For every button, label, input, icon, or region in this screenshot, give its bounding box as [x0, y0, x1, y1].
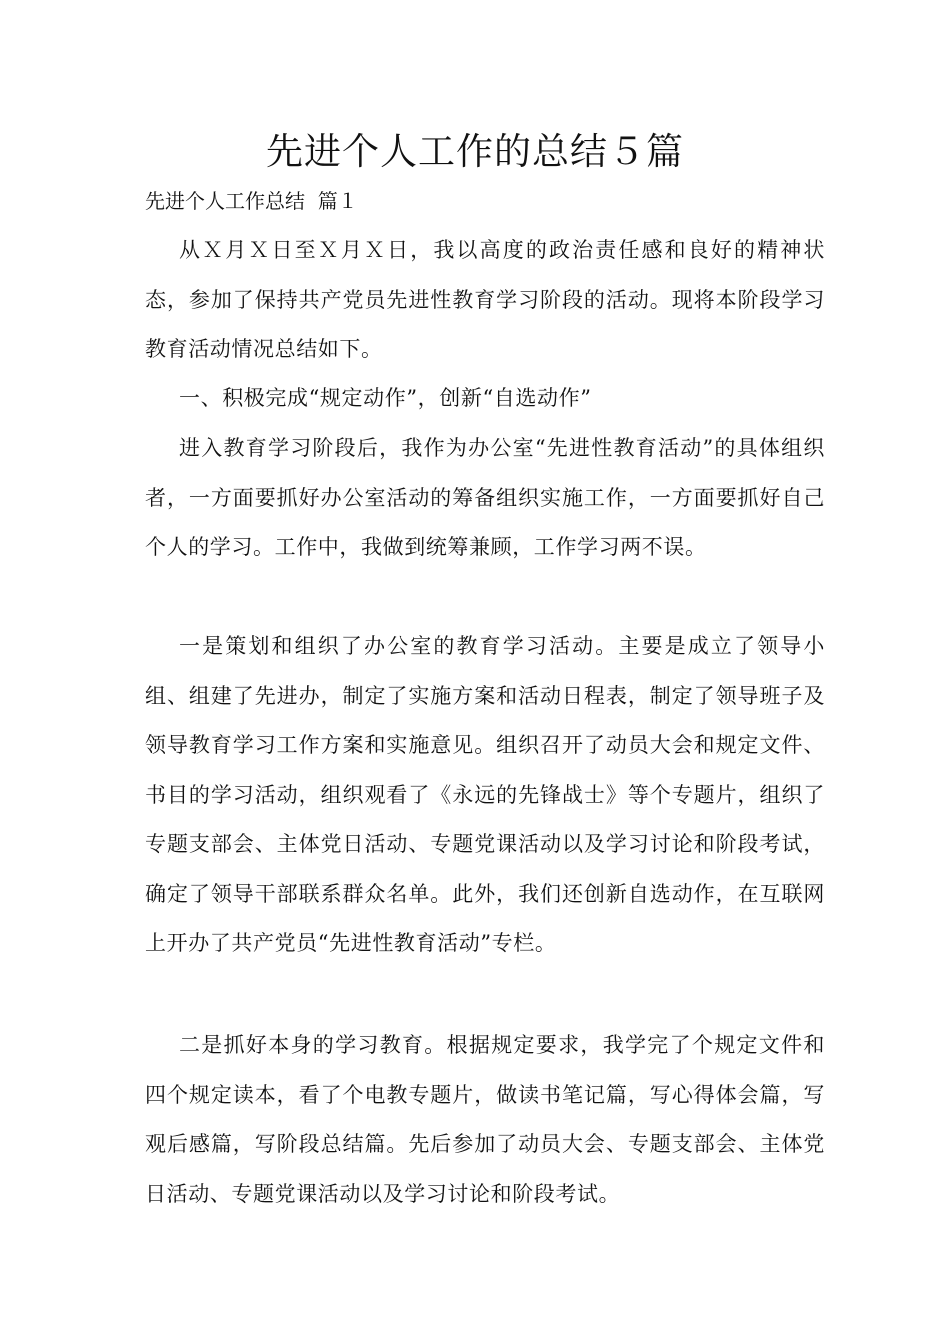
section-subtitle: 先进个人工作总结 篇１ — [145, 189, 358, 213]
paragraph-overview: 进入教育学习阶段后，我作为办公室“先进性教育活动”的具体组织者，一方面要抓好办公室活动的筹备组织实施工作，一方面要抓好自己个人的学习。工作中，我做到统筹兼顾，工作学习两不误。 — [145, 436, 825, 559]
paragraph-point-one: 一是策划和组织了办公室的教育学习活动。主要是成立了领导小组、组建了先进办，制定了实施方案和活动日程表，制定了领导班子及领导教育学习工作方案和实施意见。组织召开了动员大会和规定文件、书目的学习活动，组织观看了《永远的先锋战士》等个专题片，组织了专题支部会、主体党日活动、专题党课活动以及学习讨论和阶段考试，确定了领导干部联系群众名单。此外，我们还创新自选动作，在互联网上开办了共产党员“先进性教育活动”专栏。 — [145, 634, 825, 955]
document-title: 先进个人工作的总结５篇 — [266, 130, 684, 173]
section-heading: 一、积极完成“规定动作”，创新“自选动作” — [179, 386, 592, 410]
paragraph-intro: 从Ｘ月Ｘ日至Ｘ月Ｘ日，我以高度的政治责任感和良好的精神状态，参加了保持共产党员先进性教育学习阶段的活动。现将本阶段学习教育活动情况总结如下。 — [145, 238, 825, 361]
paragraph-point-two: 二是抓好本身的学习教育。根据规定要求，我学完了个规定文件和四个规定读本，看了个电教专题片，做读书笔记篇，写心得体会篇，写观后感篇，写阶段总结篇。先后参加了动员大会、专题支部会、主体党日活动、专题党课活动以及学习讨论和阶段考试。 — [145, 1033, 825, 1206]
